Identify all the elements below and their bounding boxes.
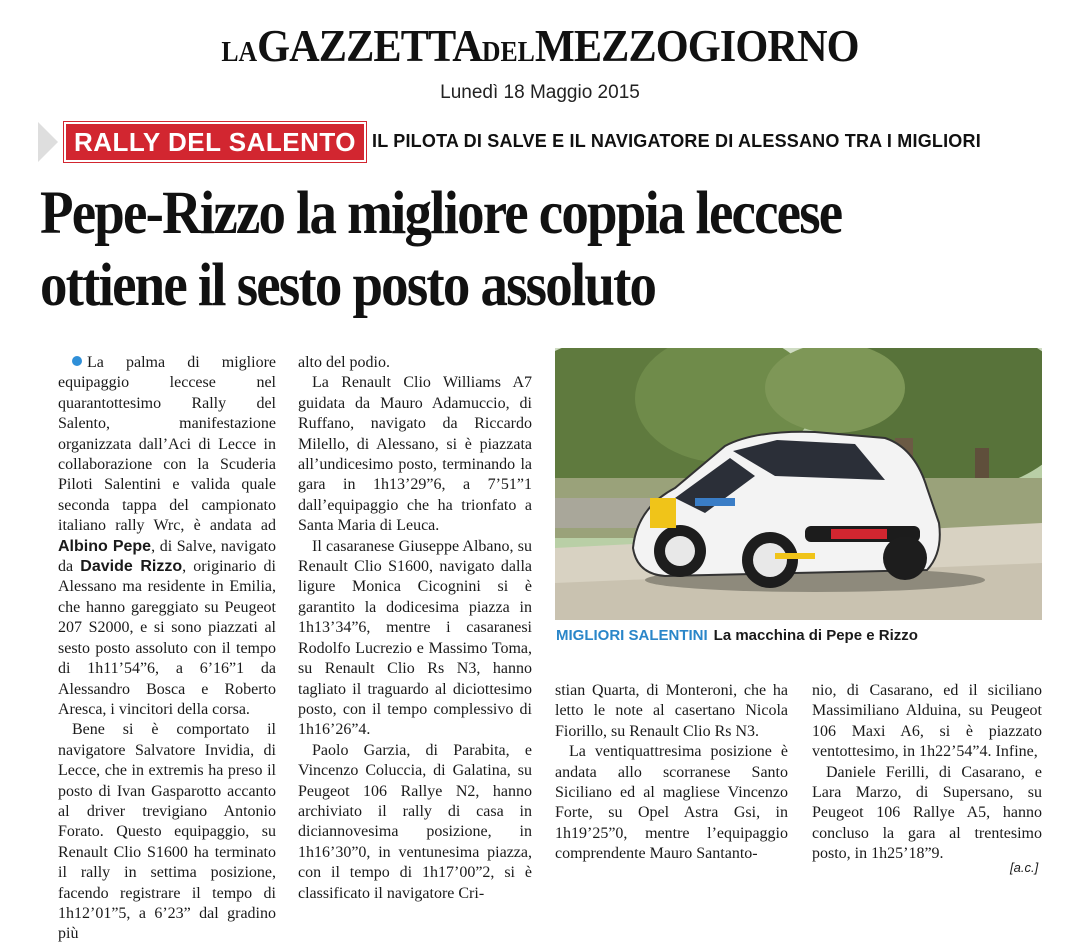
paragraph: Paolo Garzia, di Parabita, e Vincenzo Coluccia, di Galatina, su Peugeot 106 Rallye N2, hanno archiviato il rally di casa in diciannovesima posizione, in 1h16’30”0, in ventunesima piazza, con il tempo di 1h17’00”2, si è classificato il navigatore Cri-	[298, 741, 532, 902]
name-albino-pepe: Albino Pepe	[58, 537, 152, 555]
article-column-4	[812, 681, 1042, 865]
rally-car-illustration	[555, 348, 1042, 620]
masthead-la: LA	[221, 37, 258, 68]
masthead-mezzogiorno: MEZZOGIORNO	[534, 20, 859, 71]
article-column-3	[555, 681, 788, 865]
paragraph: nio, di Casarano, ed il siciliano Massimiliano Alduina, su Peugeot 106 Maxi A6, si è piazzato ventottesimo, in 1h22’54”4. Infine,	[812, 682, 1042, 761]
rally-car-photo	[555, 348, 1042, 620]
paragraph: La Renault Clio Williams A7 guidata da Mauro Adamuccio, di Ruffano, navigato da Riccardo Milello, di Alessano, si è piazzata all’undicesimo posto, terminando la gara in 1h13’29”6, a 7’51”1 dall’equipaggio che ha trionfato a Santa Maria di Leuca.	[298, 374, 532, 535]
masthead-gazzetta: GAZZETTA	[257, 20, 482, 71]
bullet-dot-icon	[72, 356, 82, 366]
section-kicker: RALLY DEL SALENTO	[66, 124, 364, 160]
article-column-1	[58, 353, 276, 945]
paragraph: La ventiquattresima posizione è andata allo scorranese Santo Siciliano ed al magliese Vincenzo Forte, su Opel Astra Gsi, in 1h19’25”0, mentre l’equipaggio comprendente Mauro Santanto-	[555, 743, 788, 863]
caption-label: MIGLIORI SALENTINI	[556, 627, 708, 644]
paragraph: Daniele Ferilli, di Casarano, e Lara Marzo, di Supersano, su Peugeot 106 Rallye A5, hanno concluso la gara al trentesimo posto, in 1h25’18”9.	[812, 763, 1042, 863]
paragraph: Il casaranese Giuseppe Albano, su Renault Clio S1600, navigato dalla ligure Monica Cicognini si è garantito la dodicesima piazza in 1h13’34”6, mentre i casaranesi Rodolfo Lucrezio e Massimo Toma, su Renault Clio Rs N3, hanno tagliato il traguardo al diciottesimo posto, con il tempo complessivo di 1h16’26”4.	[298, 537, 532, 739]
paragraph: Bene si è comportato il navigatore Salvatore Invidia, di Lecce, che in extremis ha preso il posto di Ivan Gasparotto accanto al driver trevigiano Antonio Forato. Questo equipaggio, su Renault Clio S1600 ha terminato il rally in settima posizione, facendo registrare il tempo di 1h12’01”5, a 6’23” dal gradino più	[58, 721, 276, 943]
headline	[40, 178, 940, 322]
headline-line-2: ottiene il sesto posto assoluto	[40, 252, 656, 319]
name-davide-rizzo: Davide Rizzo	[80, 558, 183, 576]
masthead	[43, 20, 1037, 79]
paragraph: stian Quarta, di Monteroni, che ha letto le note al casertano Nicola Fiorillo, su Renault Clio Rs N3.	[555, 682, 788, 740]
paragraph: La palma di migliore equipaggio leccese nel quarantottesimo Rally del Salento, manifestazione organizzata dall’Aci di Lecce in collaborazione con la Scuderia Piloti Salentini e valida quale seconda tappa del campionato italiano rally Wrc, è andata ad Albino Pepe, di Salve, navigato da Davide Rizzo, originario di Alessano ma residente in Emilia, che hanno gareggiato su Peugeot 207 S2000, e si sono piazzati al sesto posto assoluto con il tempo di 1h11’54”6, a 6’16”1 da Alessandro Bosca e Roberto Aresca, i vincitori della corsa.	[58, 354, 277, 718]
kicker-subtitle: IL PILOTA DI SALVE E IL NAVIGATORE DI ALESSANO TRA I MIGLIORI	[372, 131, 981, 151]
masthead-del: DEL	[481, 37, 535, 68]
article-column-2	[298, 353, 532, 904]
author-signature: [a.c.]	[1010, 860, 1039, 875]
caption-text: La macchina di Pepe e Rizzo	[713, 627, 918, 644]
kicker-arrow-icon	[38, 122, 58, 162]
photo-caption	[556, 627, 918, 644]
headline-line-1: Pepe-Rizzo la migliore coppia leccese	[40, 180, 842, 247]
issue-date: Lunedì 18 Maggio 2015	[440, 82, 640, 103]
paragraph: alto del podio.	[298, 354, 390, 371]
